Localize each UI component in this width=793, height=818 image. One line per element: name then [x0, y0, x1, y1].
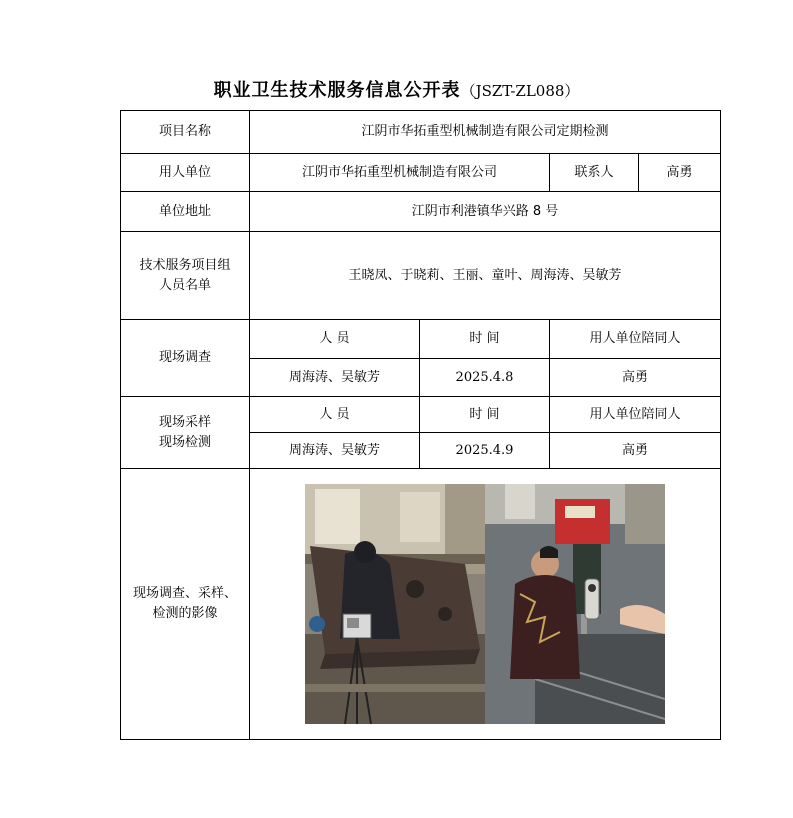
images-label	[121, 469, 250, 740]
survey-escort: 高勇	[550, 359, 721, 397]
info-table	[120, 110, 721, 740]
survey-people: 周海涛、吴敏芳	[250, 359, 420, 397]
title-code: （JSZT-ZL088）	[460, 82, 580, 100]
sampling-label-line1: 现场采样	[158, 414, 211, 430]
row-images	[121, 469, 721, 740]
team-label-line2: 人员名单	[158, 277, 211, 293]
team-label	[121, 232, 250, 320]
sampling-label	[121, 397, 250, 469]
sampling-label-line2: 现场检测	[158, 434, 211, 450]
title-main: 职业卫生技术服务信息公开表	[213, 80, 461, 101]
employer-value: 江阴市华拓重型机械制造有限公司	[250, 154, 550, 192]
site-photo-drilling	[485, 484, 665, 724]
sampling-col-people: 人 员	[250, 397, 420, 433]
contact-label: 联系人	[550, 154, 639, 192]
images-label-line1: 现场调查、采样、	[132, 586, 237, 601]
row-sampling-header	[121, 397, 721, 433]
images-label-line2: 检测的影像	[152, 606, 218, 621]
survey-col-escort: 用人单位陪同人	[550, 320, 721, 359]
address-label: 单位地址	[121, 192, 250, 232]
row-survey-header	[121, 320, 721, 359]
row-project	[121, 111, 721, 154]
project-value: 江阴市华拓重型机械制造有限公司定期检测	[250, 111, 721, 154]
survey-col-time: 时 间	[420, 320, 550, 359]
sampling-time: 2025.4.9	[420, 433, 550, 469]
address-value: 江阴市利港镇华兴路 8 号	[250, 192, 721, 232]
images-cell	[250, 469, 721, 740]
sampling-people: 周海涛、吴敏芳	[250, 433, 420, 469]
photo-group	[250, 484, 720, 724]
sampling-escort: 高勇	[550, 433, 721, 469]
contact-value: 高勇	[639, 154, 721, 192]
row-team	[121, 232, 721, 320]
team-value: 王晓凤、于晓莉、王丽、童叶、周海涛、吴敏芳	[250, 232, 721, 320]
row-address	[121, 192, 721, 232]
project-label: 项目名称	[121, 111, 250, 154]
sampling-col-time: 时 间	[420, 397, 550, 433]
site-photo-welding	[305, 484, 485, 724]
survey-label: 现场调查	[121, 320, 250, 397]
sampling-col-escort: 用人单位陪同人	[550, 397, 721, 433]
employer-label: 用人单位	[121, 154, 250, 192]
row-employer	[121, 154, 721, 192]
survey-time: 2025.4.8	[420, 359, 550, 397]
page-title	[0, 76, 793, 102]
team-label-line1: 技术服务项目组	[139, 257, 231, 273]
survey-col-people: 人 员	[250, 320, 420, 359]
